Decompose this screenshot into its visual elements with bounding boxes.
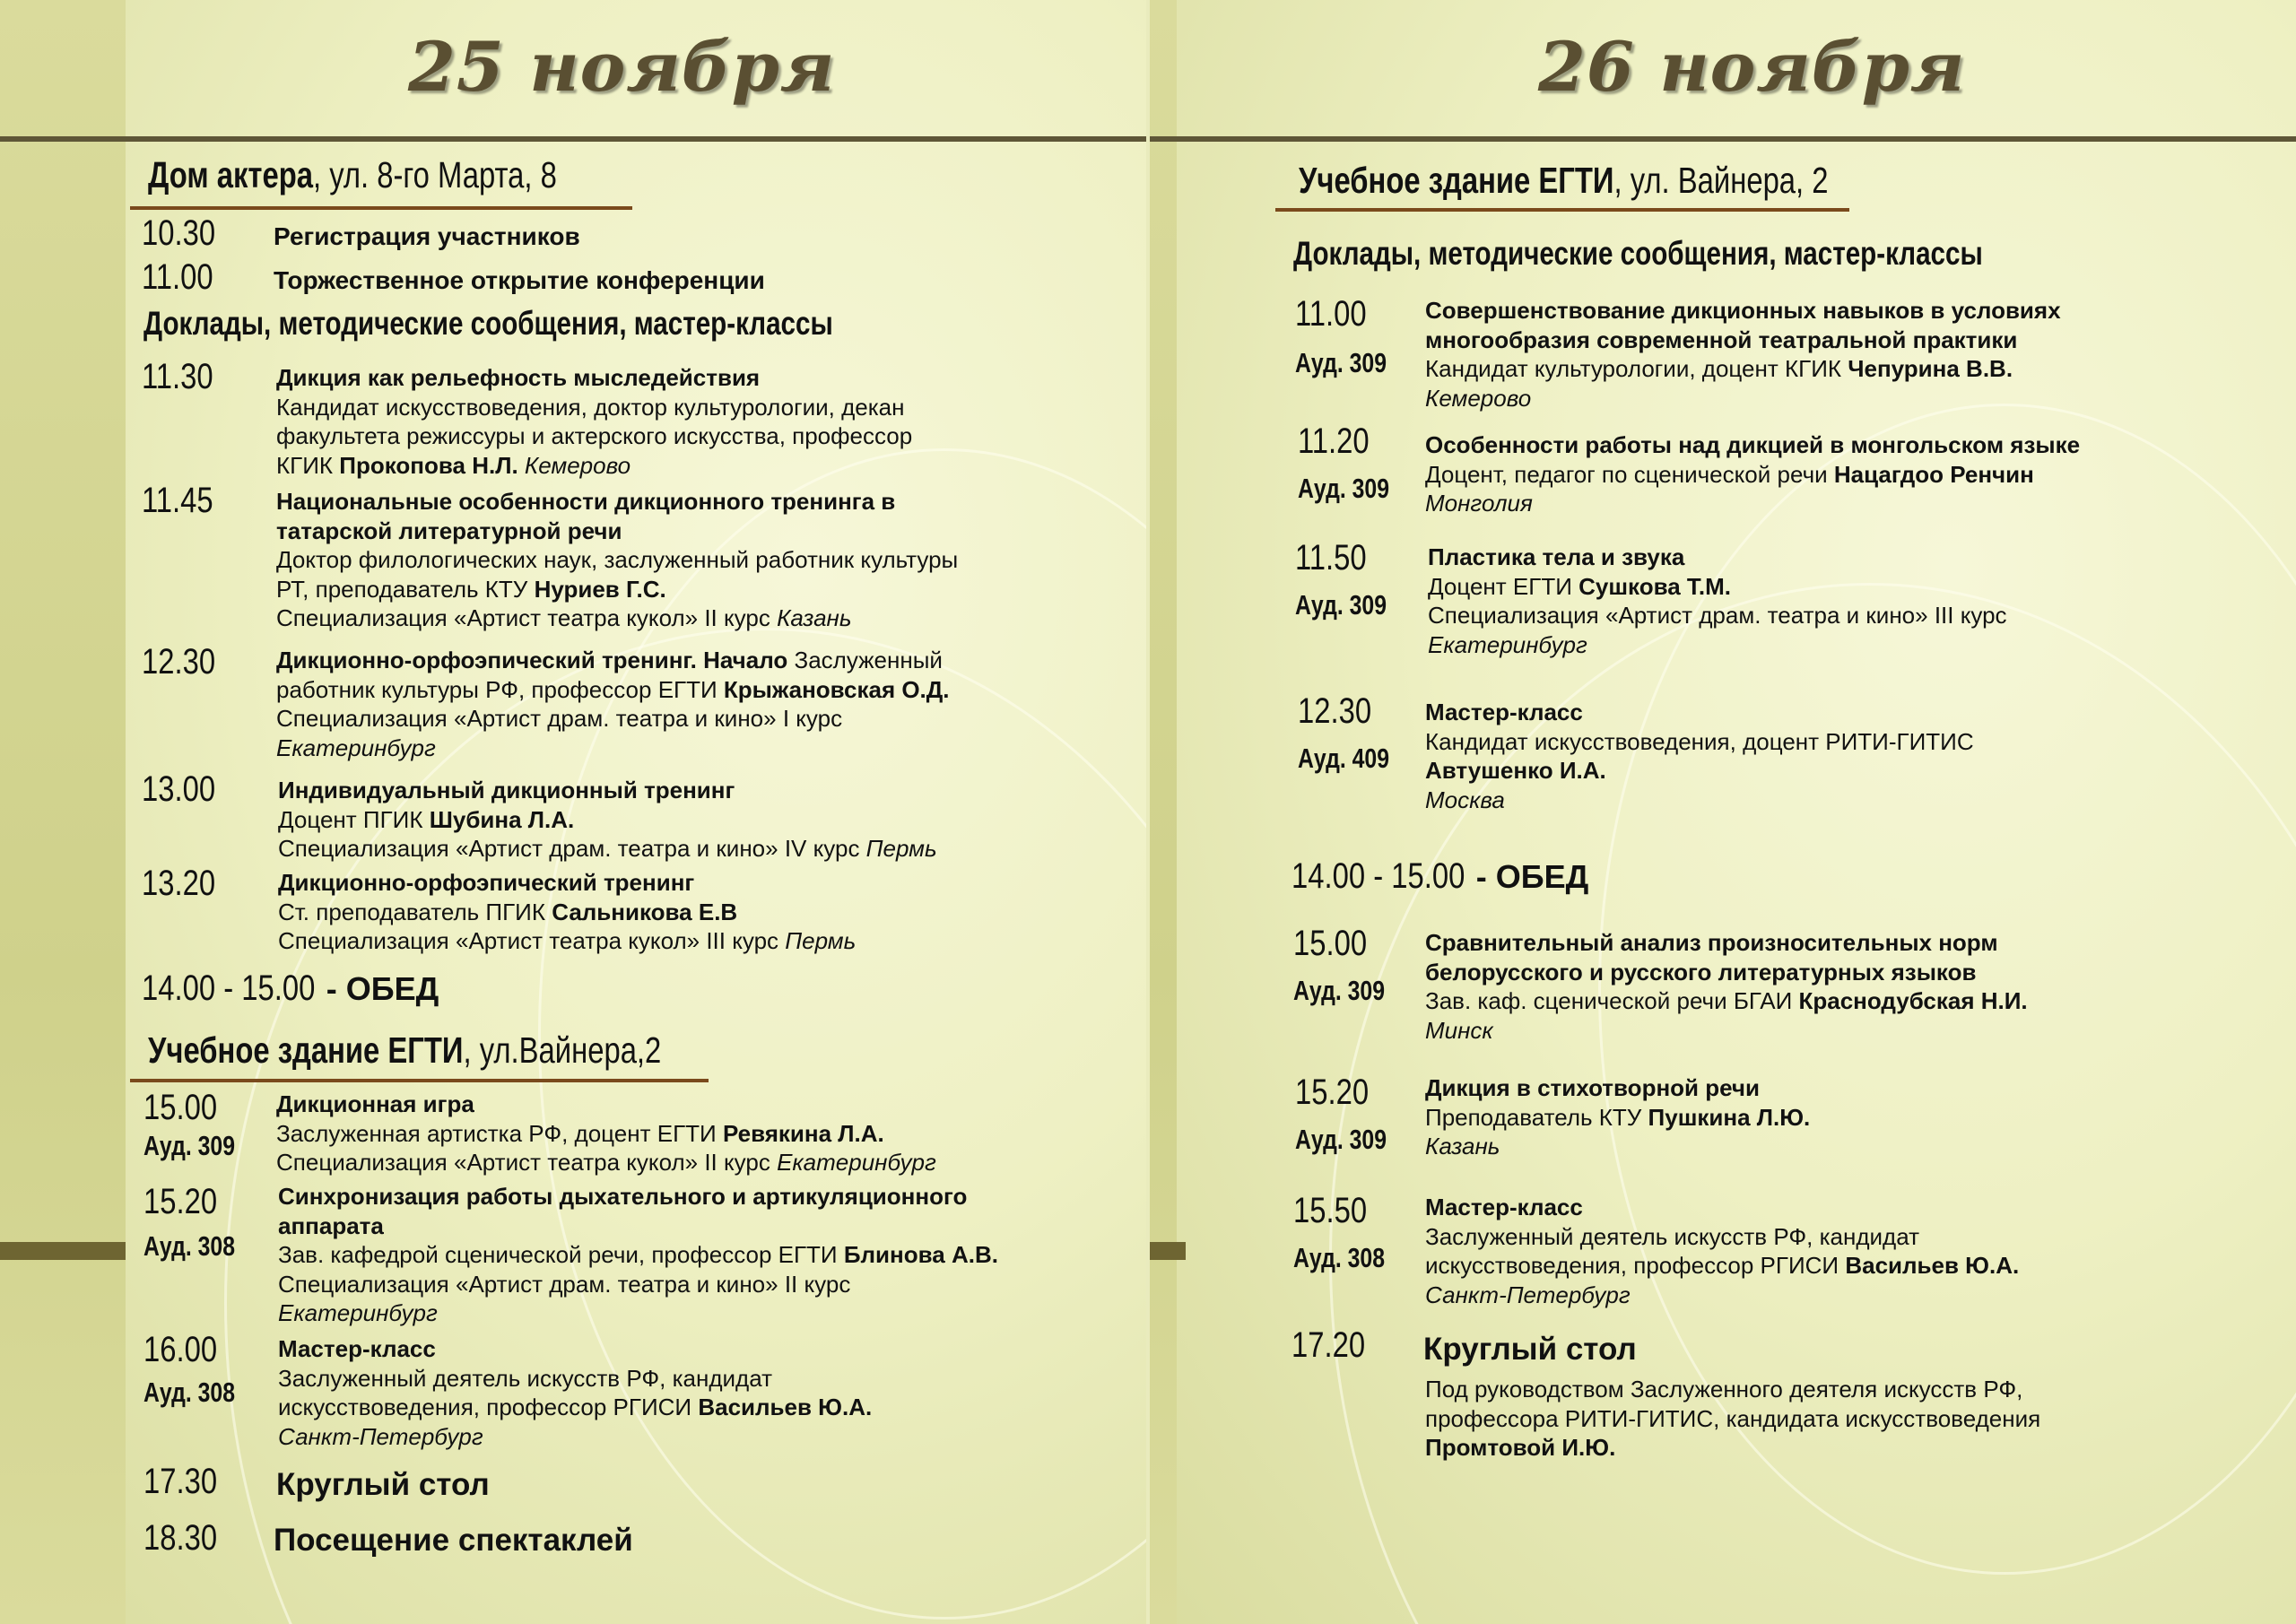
lunch-row xyxy=(142,968,439,1009)
lunch-time: 14.00 - 15.00 xyxy=(142,968,316,1008)
venue-name: Учебное здание ЕГТИ xyxy=(1299,160,1614,201)
entry-line xyxy=(1425,326,2017,355)
entry-line xyxy=(276,545,958,575)
city-text: Екатеринбург xyxy=(278,1299,438,1326)
text: Специализация «Артист драм. театра и кино» II курс xyxy=(278,1270,851,1298)
bold-text: Дикционная игра xyxy=(276,1090,474,1117)
bold-text: Крыжановская О.Д. xyxy=(723,675,950,703)
auditorium-label: Ауд. 309 xyxy=(1295,347,1387,378)
entry-line xyxy=(1428,601,2007,630)
bold-text: Национальные особенности дикционного тренинга в xyxy=(276,488,896,515)
venue-name: Дом актера xyxy=(148,154,313,195)
entry-line xyxy=(276,646,943,675)
entry-line xyxy=(276,704,842,734)
entry-line xyxy=(276,517,622,546)
text: Заслуженный деятель искусств РФ, кандидат xyxy=(1425,1222,1920,1250)
venue-address: , ул.Вайнера,2 xyxy=(463,1029,662,1071)
city-text: Санкт-Петербург xyxy=(278,1422,483,1450)
entry-line xyxy=(276,393,904,422)
text: Ст. преподаватель ПГИК xyxy=(278,898,552,925)
date-title: 25 ноября xyxy=(408,27,836,107)
text: искусствоведения, профессор РГИСИ xyxy=(1425,1252,1846,1279)
round-table-label: Круглый стол xyxy=(276,1467,490,1502)
time: 11.50 xyxy=(1295,538,1367,578)
entry-line xyxy=(1425,489,1533,518)
venue-name: Учебное здание ЕГТИ xyxy=(148,1029,464,1071)
text: Доцент ПГИК xyxy=(278,805,430,833)
text: Доцент, педагог по сценической речи xyxy=(1425,460,1834,488)
entry-line xyxy=(1428,543,1684,572)
time: 15.20 xyxy=(1295,1073,1370,1112)
text: искусствоведения, профессор РГИСИ xyxy=(278,1394,699,1420)
entry-line xyxy=(1425,1433,1615,1463)
lunch-dash: - xyxy=(1466,858,1496,895)
time: 11.00 xyxy=(142,257,213,297)
entry-line xyxy=(1425,727,1974,757)
bold-text: Автушенко И.А. xyxy=(1425,757,1606,784)
city-text: Екатеринбург xyxy=(1428,630,1587,658)
time: 16.00 xyxy=(144,1330,218,1369)
bold-text: Индивидуальный дикционный тренинг xyxy=(278,777,735,803)
text: Доцент ЕГТИ xyxy=(1428,572,1579,600)
lunch-label: ОБЕД xyxy=(345,970,439,1007)
city-text: Москва xyxy=(1425,786,1505,813)
text: Заслуженная артистка РФ, доцент ЕГТИ xyxy=(276,1119,723,1147)
decorative-band xyxy=(0,1242,126,1260)
text: Заслуженный деятель искусств РФ, кандидат xyxy=(278,1364,773,1392)
entry-line xyxy=(1425,460,2034,490)
bold-text: Мастер-класс xyxy=(278,1335,436,1362)
time: 11.30 xyxy=(142,357,213,396)
time: 11.20 xyxy=(1298,421,1370,461)
venue-heading xyxy=(148,154,557,196)
entry-line xyxy=(276,421,912,451)
entry-line xyxy=(1425,958,1976,987)
venue-heading-2 xyxy=(148,1029,661,1072)
time: 15.20 xyxy=(144,1182,218,1221)
auditorium-label: Ауд. 308 xyxy=(144,1376,235,1408)
entry-line xyxy=(278,926,856,956)
text: Специализация «Артист театра кукол» III курс xyxy=(278,927,786,954)
venue-heading xyxy=(1299,160,1829,202)
side-strip xyxy=(0,0,126,1624)
entry-line xyxy=(278,898,737,927)
entry-line xyxy=(276,734,436,763)
registration-text: Регистрация участников xyxy=(274,222,580,250)
entry-line xyxy=(1425,354,2013,384)
bold-text: Васильев Ю.А. xyxy=(698,1394,873,1420)
bold-text: Особенности работы над дикцией в монгольском языке xyxy=(1425,431,2081,458)
entry-line xyxy=(276,575,666,604)
city-text: Минск xyxy=(1425,1016,1493,1044)
time: 17.20 xyxy=(1292,1325,1366,1365)
entry-line xyxy=(276,487,895,517)
text: Кандидат искусствоведения, доцент РИТИ-ГИТИС xyxy=(1425,727,1974,755)
bold-text: Пушкина Л.Ю. xyxy=(1648,1103,1811,1131)
bold-text: Дикция как рельефность мыследействия xyxy=(276,364,761,391)
entry-line xyxy=(1425,986,2028,1016)
bold-text: Сушкова Т.М. xyxy=(1578,572,1731,600)
bold-text: аппарата xyxy=(278,1211,384,1239)
city-text: Екатеринбург xyxy=(777,1149,936,1176)
lunch-label: ОБЕД xyxy=(1495,858,1589,895)
entry-line xyxy=(1425,756,1606,786)
entry-line xyxy=(1425,1132,1500,1161)
text: Специализация «Артист театра кукол» II курс xyxy=(276,1149,778,1176)
time: 13.00 xyxy=(142,769,216,809)
time: 13.20 xyxy=(142,864,216,903)
text: Специализация «Артист драм. театра и кино» I курс xyxy=(276,705,843,732)
bold-text: Краснодубская Н.И. xyxy=(1798,987,2028,1014)
entry-line xyxy=(1425,296,2061,326)
decorative-band xyxy=(1150,1242,1186,1260)
entry-line xyxy=(1425,1404,2040,1434)
text: факультета режиссуры и актерского искусства, профессор xyxy=(276,422,913,449)
entry-line xyxy=(1425,430,2080,460)
entry-line xyxy=(276,1090,474,1119)
bold-text: Нуриев Г.С. xyxy=(534,575,666,603)
text: КГИК xyxy=(276,451,340,479)
city-text: Екатеринбург xyxy=(276,734,436,761)
bold-text: Дикционно-орфоэпический тренинг. Начало xyxy=(276,647,788,673)
bold-text: Сальникова Е.В xyxy=(552,898,738,925)
auditorium-label: Ауд. 309 xyxy=(1293,975,1385,1006)
time: 11.45 xyxy=(142,481,213,520)
time: 15.50 xyxy=(1293,1191,1368,1230)
text: Специализация «Артист драм. театра и кино» IV курс xyxy=(278,835,866,862)
entry-line xyxy=(278,1422,483,1452)
time: 12.30 xyxy=(142,642,216,682)
round-table-label: Круглый стол xyxy=(1423,1332,1637,1367)
bold-text: Мастер-класс xyxy=(1425,1194,1583,1220)
lunch-dash: - xyxy=(317,970,346,1007)
entry-line xyxy=(276,1148,936,1177)
time: 17.30 xyxy=(144,1462,218,1501)
section-heading: Доклады, методические сообщения, мастер-классы xyxy=(144,305,833,342)
text: работник культуры РФ, профессор ЕГТИ xyxy=(276,675,724,703)
bold-text: Сравнительный анализ произносительных норм xyxy=(1425,929,1998,956)
venue-underline xyxy=(130,206,632,210)
entry-line xyxy=(278,1334,436,1364)
lunch-time: 14.00 - 15.00 xyxy=(1292,856,1465,896)
text: Кандидат культурологии, доцент КГИК xyxy=(1425,355,1848,382)
entry-line xyxy=(1428,572,1731,602)
entry-line xyxy=(276,1119,884,1149)
bold-text: Мастер-класс xyxy=(1425,699,1583,725)
text: Зав. кафедрой сценической речи, профессор ЕГТИ xyxy=(278,1241,844,1268)
bold-text: Ревякина Л.А. xyxy=(722,1119,884,1147)
auditorium-label: Ауд. 308 xyxy=(1293,1242,1385,1273)
entry-line xyxy=(1425,1073,1760,1103)
entry-line xyxy=(1425,384,1531,413)
entry-line xyxy=(278,834,937,864)
venue-address: , ул. Вайнера, 2 xyxy=(1613,160,1829,201)
venue-underline xyxy=(1275,208,1849,212)
bold-text: Дикция в стихотворной речи xyxy=(1425,1074,1761,1101)
header-rule xyxy=(1150,136,2296,142)
city-text: Кемерово xyxy=(1425,384,1532,412)
bold-text: Промтовой И.Ю. xyxy=(1425,1434,1616,1461)
city-text: Пермь xyxy=(785,927,857,954)
entry-line xyxy=(1425,1281,1631,1310)
time: 15.00 xyxy=(1293,924,1368,963)
auditorium-label: Ауд. 309 xyxy=(144,1130,235,1161)
text: РТ, преподаватель КТУ xyxy=(276,575,535,603)
entry-line xyxy=(1425,698,1583,727)
entry-line xyxy=(1425,928,1998,958)
time: 18.30 xyxy=(144,1518,218,1558)
entry-line xyxy=(278,1240,998,1270)
entry-line xyxy=(276,451,631,481)
entry-line xyxy=(278,776,735,805)
bold-text: Шубина Л.А. xyxy=(429,805,575,833)
city-text: Пермь xyxy=(865,835,937,862)
entry-line xyxy=(278,1270,850,1299)
text: Заслуженный xyxy=(787,647,943,673)
text: Специализация «Артист театра кукол» II курс xyxy=(276,604,778,631)
time: 11.00 xyxy=(1295,294,1367,334)
entry-line xyxy=(1425,1193,1583,1222)
entry-line xyxy=(276,604,852,633)
bold-text: Синхронизация работы дыхательного и артикуляционного xyxy=(278,1183,968,1210)
bold-text: Пластика тела и звука xyxy=(1428,543,1685,570)
text: Кандидат искусствоведения, доктор культурологии, декан xyxy=(276,393,905,421)
city-text: Санкт-Петербург xyxy=(1425,1281,1631,1308)
auditorium-label: Ауд. 409 xyxy=(1298,743,1389,774)
city-text: Кемерово xyxy=(524,451,631,479)
entry-line xyxy=(278,805,574,835)
text: Специализация «Артист драм. театра и кино» III курс xyxy=(1428,602,2007,629)
entry-line xyxy=(278,1211,384,1241)
section-heading: Доклады, методические сообщения, мастер-классы xyxy=(1293,235,1983,272)
entry-line xyxy=(278,1364,772,1394)
entry-line xyxy=(1425,1016,1493,1046)
city-text: Казань xyxy=(777,604,852,631)
entry-line xyxy=(1425,1222,1919,1252)
page-november-26 xyxy=(1150,0,2296,1624)
bold-text: Блинова А.В. xyxy=(843,1241,998,1268)
entry-line xyxy=(1425,1103,1810,1133)
auditorium-label: Ауд. 309 xyxy=(1295,1124,1387,1155)
bold-text: Нацагдоо Ренчин xyxy=(1833,460,2034,488)
performance-label: Посещение спектаклей xyxy=(274,1523,633,1558)
venue-address: , ул. 8-го Марта, 8 xyxy=(312,154,557,195)
bold-text: Чепурина В.В. xyxy=(1848,355,2013,382)
city-text: Монголия xyxy=(1425,490,1533,517)
lunch-row xyxy=(1292,856,1588,897)
date-title: 26 ноября xyxy=(1538,27,1966,107)
bold-text: Прокопова Н.Л. xyxy=(339,451,518,479)
bold-text: Дикционно-орфоэпический тренинг xyxy=(278,869,695,896)
time: 12.30 xyxy=(1298,691,1372,731)
entry-line xyxy=(1428,630,1587,660)
bold-text: татарской литературной речи xyxy=(276,517,622,544)
entry-line xyxy=(278,1182,967,1211)
page-november-25 xyxy=(0,0,1146,1624)
bold-text: Совершенствование дикционных навыков в условиях xyxy=(1425,297,2061,324)
text: профессора РИТИ-ГИТИС, кандидата искусствоведения xyxy=(1425,1404,2041,1432)
venue-underline xyxy=(130,1079,709,1082)
bold-text: белорусского и русского литературных языков xyxy=(1425,958,1977,986)
text xyxy=(518,452,525,479)
auditorium-label: Ауд. 309 xyxy=(1295,589,1387,621)
entry-line xyxy=(276,675,950,705)
entry-line xyxy=(278,868,694,898)
bold-text: Васильев Ю.А. xyxy=(1845,1252,2020,1279)
auditorium-label: Ауд. 309 xyxy=(1298,473,1389,504)
text: Преподаватель КТУ xyxy=(1425,1103,1648,1131)
city-text: Казань xyxy=(1425,1133,1500,1159)
header-rule xyxy=(0,136,1146,142)
text: Доктор филологических наук, заслуженный работник культуры xyxy=(276,546,959,573)
text: Под руководством Заслуженного деятеля искусств РФ, xyxy=(1425,1376,2023,1403)
entry-line xyxy=(278,1298,438,1328)
time: 10.30 xyxy=(142,213,216,253)
entry-line xyxy=(1425,786,1505,815)
auditorium-label: Ауд. 308 xyxy=(144,1230,235,1262)
text: Зав. каф. сценической речи БГАИ xyxy=(1425,987,1799,1014)
time: 15.00 xyxy=(144,1088,218,1127)
entry-line xyxy=(1425,1251,2019,1281)
entry-line xyxy=(276,363,760,393)
bold-text: многообразия современной театральной практики xyxy=(1425,326,2018,353)
side-strip xyxy=(1150,0,1177,1624)
opening-text: Торжественное открытие конференции xyxy=(274,266,765,294)
entry-line xyxy=(1425,1375,2022,1404)
entry-line xyxy=(278,1393,872,1422)
